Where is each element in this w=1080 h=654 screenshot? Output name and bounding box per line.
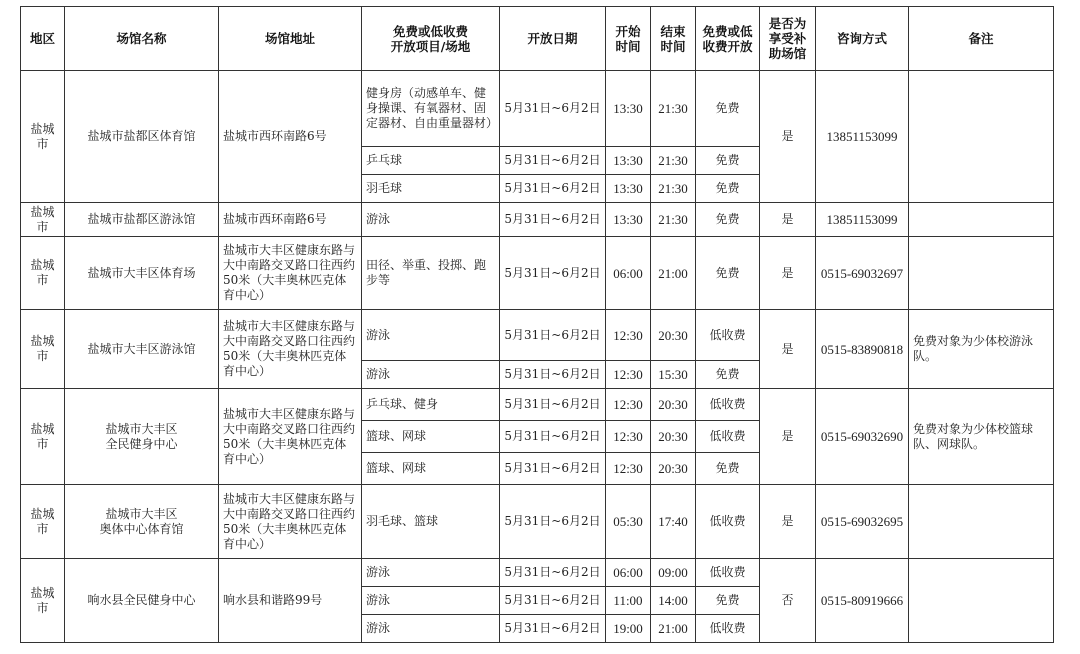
table-row <box>21 389 1054 421</box>
project-cell: 羽毛球 <box>362 175 500 203</box>
header-row <box>21 7 1054 71</box>
start-time-cell: 12:30 <box>606 361 651 389</box>
note-cell <box>909 485 1054 559</box>
start-time-cell: 13:30 <box>606 175 651 203</box>
contact-cell: 0515-69032690 <box>816 389 909 485</box>
start-time-cell: 12:30 <box>606 421 651 453</box>
venue-address-cell: 盐城市西环南路6号 <box>219 71 362 203</box>
region-cell: 盐城市 <box>21 310 65 389</box>
end-time-cell: 20:30 <box>651 421 696 453</box>
open-date-cell: 5月31日~6月2日 <box>500 71 606 147</box>
end-time-cell: 21:30 <box>651 147 696 175</box>
open-date-cell: 5月31日~6月2日 <box>500 175 606 203</box>
start-time-cell: 06:00 <box>606 559 651 587</box>
project-cell: 羽毛球、篮球 <box>362 485 500 559</box>
contact-cell: 13851153099 <box>816 71 909 203</box>
start-time-cell: 12:30 <box>606 310 651 361</box>
end-time-cell: 17:40 <box>651 485 696 559</box>
venue-address-cell: 响水县和谐路99号 <box>219 559 362 643</box>
header-region: 地区 <box>21 7 65 71</box>
start-time-cell: 12:30 <box>606 453 651 485</box>
region-cell: 盐城市 <box>21 71 65 203</box>
subsidy-cell: 是 <box>760 71 816 203</box>
start-time-cell: 06:00 <box>606 237 651 310</box>
venue-address-cell: 盐城市大丰区健康东路与大中南路交叉路口往西约50米（大丰奥林匹克体育中心） <box>219 389 362 485</box>
venue-address-cell: 盐城市大丰区健康东路与大中南路交叉路口往西约50米（大丰奥林匹克体育中心） <box>219 485 362 559</box>
region-cell: 盐城市 <box>21 237 65 310</box>
contact-cell: 0515-69032695 <box>816 485 909 559</box>
project-cell: 乒乓球 <box>362 147 500 175</box>
venue-name-cell: 盐城市盐都区游泳馆 <box>65 203 219 237</box>
subsidy-cell: 是 <box>760 485 816 559</box>
fee-type-cell: 低收费 <box>696 615 760 643</box>
project-cell: 游泳 <box>362 310 500 361</box>
project-cell: 游泳 <box>362 587 500 615</box>
fee-type-cell: 免费 <box>696 71 760 147</box>
end-time-cell: 21:30 <box>651 203 696 237</box>
project-cell: 篮球、网球 <box>362 421 500 453</box>
header-venue-address: 场馆地址 <box>219 7 362 71</box>
fee-type-cell: 免费 <box>696 587 760 615</box>
table-row <box>21 203 1054 237</box>
header-open-date: 开放日期 <box>500 7 606 71</box>
table-body <box>21 71 1054 643</box>
project-cell: 健身房（动感单车、健身操课、有氧器材、固定器材、自由重量器材） <box>362 71 500 147</box>
open-date-cell: 5月31日~6月2日 <box>500 587 606 615</box>
fee-type-cell: 免费 <box>696 147 760 175</box>
venue-name-cell: 盐城市大丰区游泳馆 <box>65 310 219 389</box>
open-date-cell: 5月31日~6月2日 <box>500 559 606 587</box>
header-start-time: 开始 时间 <box>606 7 651 71</box>
project-cell: 乒乓球、健身 <box>362 389 500 421</box>
open-date-cell: 5月31日~6月2日 <box>500 485 606 559</box>
venue-name-cell: 盐城市大丰区 奥体中心体育馆 <box>65 485 219 559</box>
venue-address-cell: 盐城市大丰区健康东路与大中南路交叉路口往西约50米（大丰奥林匹克体育中心） <box>219 310 362 389</box>
venue-table-container <box>20 6 1053 643</box>
table-row <box>21 559 1054 587</box>
project-cell: 游泳 <box>362 559 500 587</box>
contact-cell: 0515-83890818 <box>816 310 909 389</box>
venue-name-cell: 盐城市盐都区体育馆 <box>65 71 219 203</box>
end-time-cell: 21:30 <box>651 71 696 147</box>
note-cell: 免费对象为少体校游泳队。 <box>909 310 1054 389</box>
fee-type-cell: 免费 <box>696 203 760 237</box>
region-cell: 盐城市 <box>21 203 65 237</box>
header-subsidy: 是否为 享受补 助场馆 <box>760 7 816 71</box>
fee-type-cell: 免费 <box>696 361 760 389</box>
open-date-cell: 5月31日~6月2日 <box>500 203 606 237</box>
end-time-cell: 15:30 <box>651 361 696 389</box>
venue-name-cell: 盐城市大丰区 全民健身中心 <box>65 389 219 485</box>
note-cell <box>909 237 1054 310</box>
project-cell: 游泳 <box>362 615 500 643</box>
project-cell: 篮球、网球 <box>362 453 500 485</box>
open-date-cell: 5月31日~6月2日 <box>500 237 606 310</box>
start-time-cell: 05:30 <box>606 485 651 559</box>
table-row <box>21 237 1054 310</box>
start-time-cell: 13:30 <box>606 147 651 175</box>
note-cell <box>909 203 1054 237</box>
end-time-cell: 20:30 <box>651 453 696 485</box>
table-row <box>21 485 1054 559</box>
open-date-cell: 5月31日~6月2日 <box>500 361 606 389</box>
open-date-cell: 5月31日~6月2日 <box>500 453 606 485</box>
contact-cell: 0515-69032697 <box>816 237 909 310</box>
region-cell: 盐城市 <box>21 485 65 559</box>
end-time-cell: 14:00 <box>651 587 696 615</box>
table-row <box>21 71 1054 147</box>
note-cell <box>909 559 1054 643</box>
header-project: 免费或低收费 开放项目/场地 <box>362 7 500 71</box>
subsidy-cell: 否 <box>760 559 816 643</box>
open-date-cell: 5月31日~6月2日 <box>500 147 606 175</box>
fee-type-cell: 低收费 <box>696 485 760 559</box>
header-fee-type: 免费或低 收费开放 <box>696 7 760 71</box>
header-note: 备注 <box>909 7 1054 71</box>
header-contact: 咨询方式 <box>816 7 909 71</box>
subsidy-cell: 是 <box>760 237 816 310</box>
venue-address-cell: 盐城市大丰区健康东路与大中南路交叉路口往西约50米（大丰奥林匹克体育中心） <box>219 237 362 310</box>
header-end-time: 结束 时间 <box>651 7 696 71</box>
project-cell: 田径、举重、投掷、跑步等 <box>362 237 500 310</box>
region-cell: 盐城市 <box>21 389 65 485</box>
end-time-cell: 09:00 <box>651 559 696 587</box>
contact-cell: 0515-80919666 <box>816 559 909 643</box>
subsidy-cell: 是 <box>760 203 816 237</box>
start-time-cell: 12:30 <box>606 389 651 421</box>
fee-type-cell: 低收费 <box>696 559 760 587</box>
end-time-cell: 20:30 <box>651 310 696 361</box>
end-time-cell: 21:00 <box>651 237 696 310</box>
fee-type-cell: 免费 <box>696 175 760 203</box>
project-cell: 游泳 <box>362 361 500 389</box>
end-time-cell: 20:30 <box>651 389 696 421</box>
fee-type-cell: 免费 <box>696 453 760 485</box>
table-row <box>21 310 1054 361</box>
start-time-cell: 11:00 <box>606 587 651 615</box>
venue-name-cell: 盐城市大丰区体育场 <box>65 237 219 310</box>
open-date-cell: 5月31日~6月2日 <box>500 389 606 421</box>
open-date-cell: 5月31日~6月2日 <box>500 615 606 643</box>
venue-name-cell: 响水县全民健身中心 <box>65 559 219 643</box>
end-time-cell: 21:00 <box>651 615 696 643</box>
open-date-cell: 5月31日~6月2日 <box>500 310 606 361</box>
fee-type-cell: 低收费 <box>696 421 760 453</box>
venue-table <box>20 6 1054 643</box>
fee-type-cell: 免费 <box>696 237 760 310</box>
venue-address-cell: 盐城市西环南路6号 <box>219 203 362 237</box>
start-time-cell: 19:00 <box>606 615 651 643</box>
note-cell: 免费对象为少体校篮球队、网球队。 <box>909 389 1054 485</box>
project-cell: 游泳 <box>362 203 500 237</box>
fee-type-cell: 低收费 <box>696 310 760 361</box>
end-time-cell: 21:30 <box>651 175 696 203</box>
open-date-cell: 5月31日~6月2日 <box>500 421 606 453</box>
header-venue-name: 场馆名称 <box>65 7 219 71</box>
start-time-cell: 13:30 <box>606 203 651 237</box>
contact-cell: 13851153099 <box>816 203 909 237</box>
subsidy-cell: 是 <box>760 389 816 485</box>
subsidy-cell: 是 <box>760 310 816 389</box>
start-time-cell: 13:30 <box>606 71 651 147</box>
region-cell: 盐城市 <box>21 559 65 643</box>
note-cell <box>909 71 1054 203</box>
fee-type-cell: 低收费 <box>696 389 760 421</box>
